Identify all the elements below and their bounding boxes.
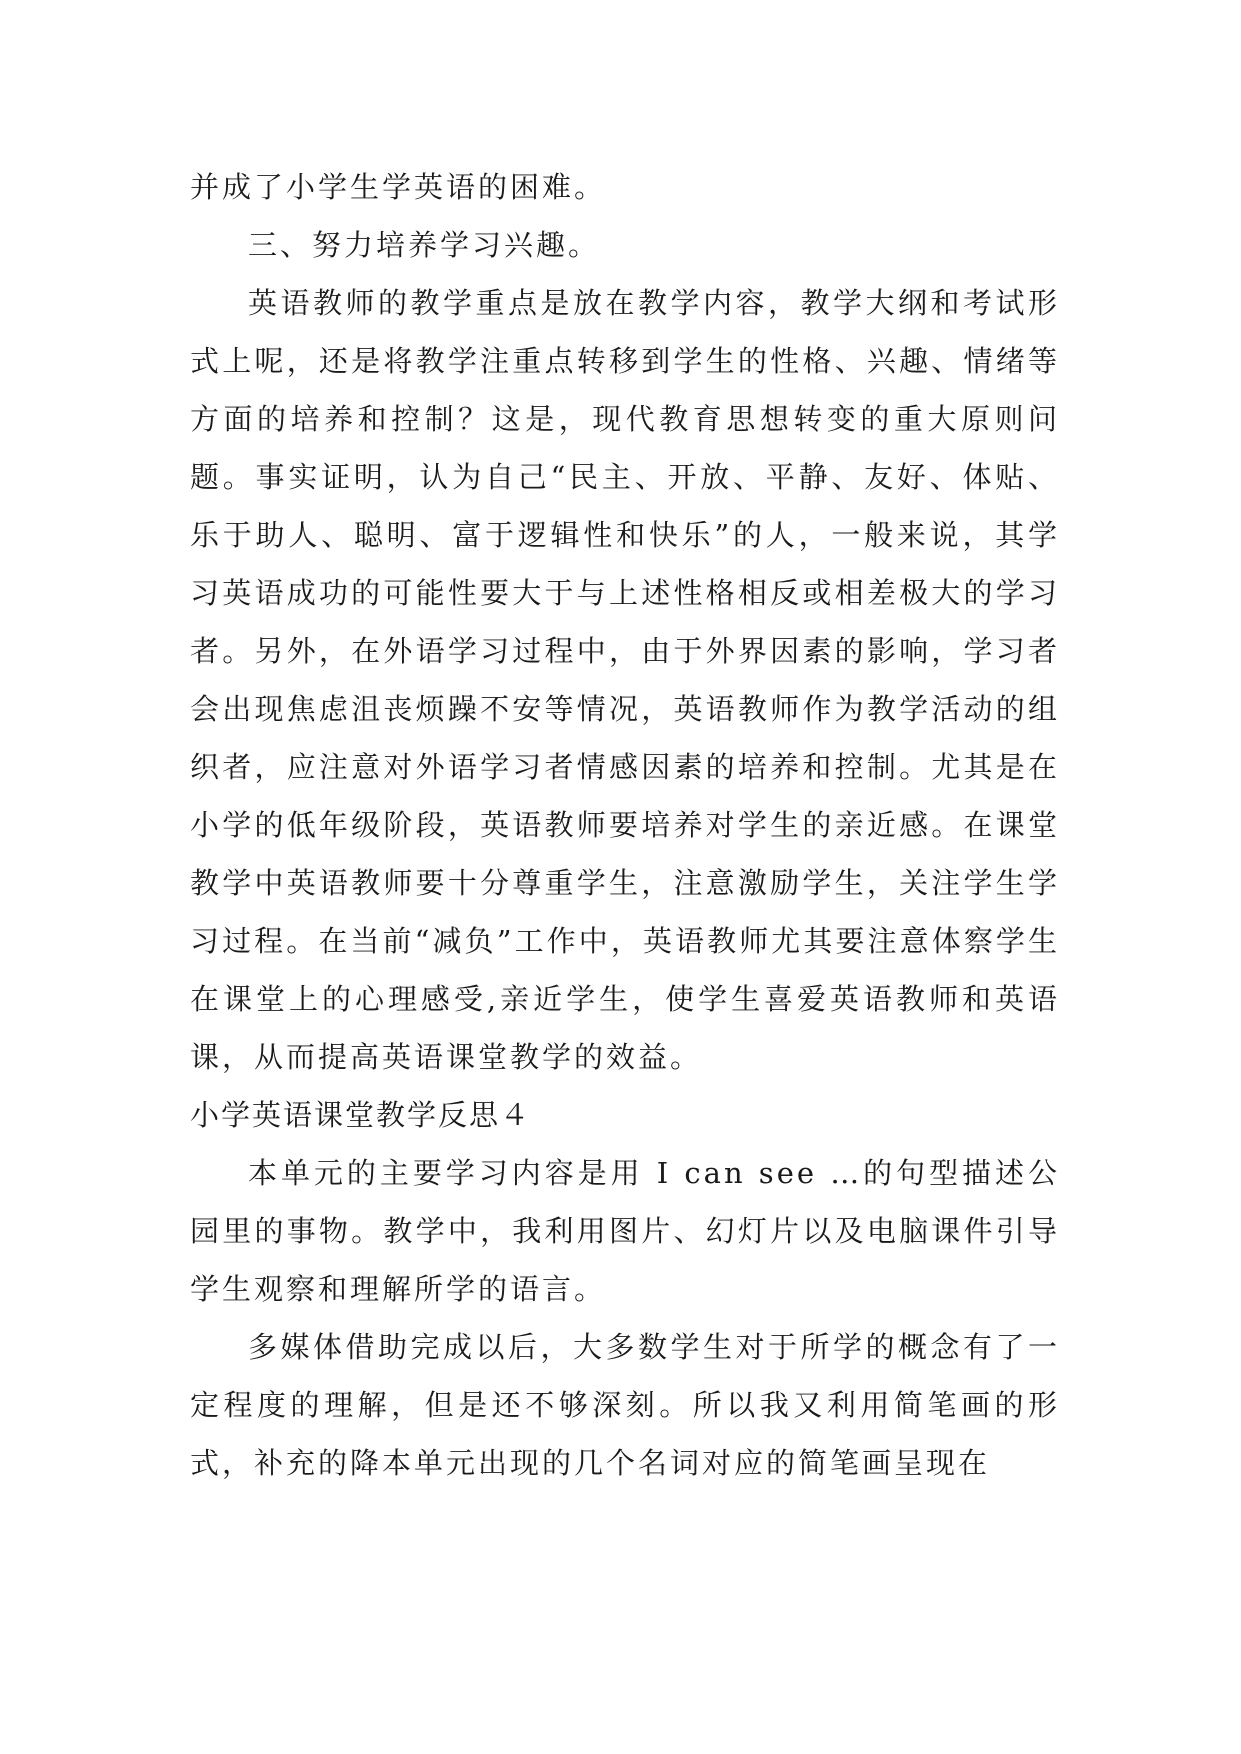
section-title: 小学英语课堂教学反思４ xyxy=(190,1098,532,1132)
paragraph-unit-content: 本单元的主要学习内容是用 I can see …的句型描述公园里的事物。教学中，我利用图片、幻灯片以及电脑课件引导学生观察和理解所学的语言。 xyxy=(190,1156,1060,1306)
paragraph-teaching-focus: 英语教师的教学重点是放在教学内容，教学大纲和考试形式上呢，还是将教学注重点转移到学生的性格、兴趣、情绪等方面的培养和控制？这是，现代教育思想转变的重大原则问题。事实证明，认为自己“民主、开放、平静、友好、体贴、乐于助人、聪明、富于逻辑性和快乐”的人，一般来说，其学习英语成功的可能性要大于与上述性格相反或相差极大的学习者。另外，在外语学习过程中，由于外界因素的影响，学习者会出现焦虑沮丧烦躁不安等情况，英语教师作为教学活动的组织者，应注意对外语学习者情感因素的培养和控制。尤其是在小学的低年级阶段，英语教师要培养对学生的亲近感。在课堂教学中英语教师要十分尊重学生，注意激励学生，关注学生学习过程。在当前“减负”工作中，英语教师尤其要注意体察学生在课堂上的心理感受,亲近学生，使学生喜爱英语教师和英语课，从而提高英语课堂教学的效益。 xyxy=(190,286,1060,1074)
paragraph-multimedia: 多媒体借助完成以后，大多数学生对于所学的概念有了一定程度的理解，但是还不够深刻。所以我又利用简笔画的形式，补充的降本单元出现的几个名词对应的简笔画呈现在 xyxy=(190,1330,1060,1480)
section-heading-interest: 三、努力培养学习兴趣。 xyxy=(248,228,601,262)
document-body xyxy=(190,158,1060,1492)
paragraph-continuation: 并成了小学生学英语的困难。 xyxy=(190,170,607,204)
